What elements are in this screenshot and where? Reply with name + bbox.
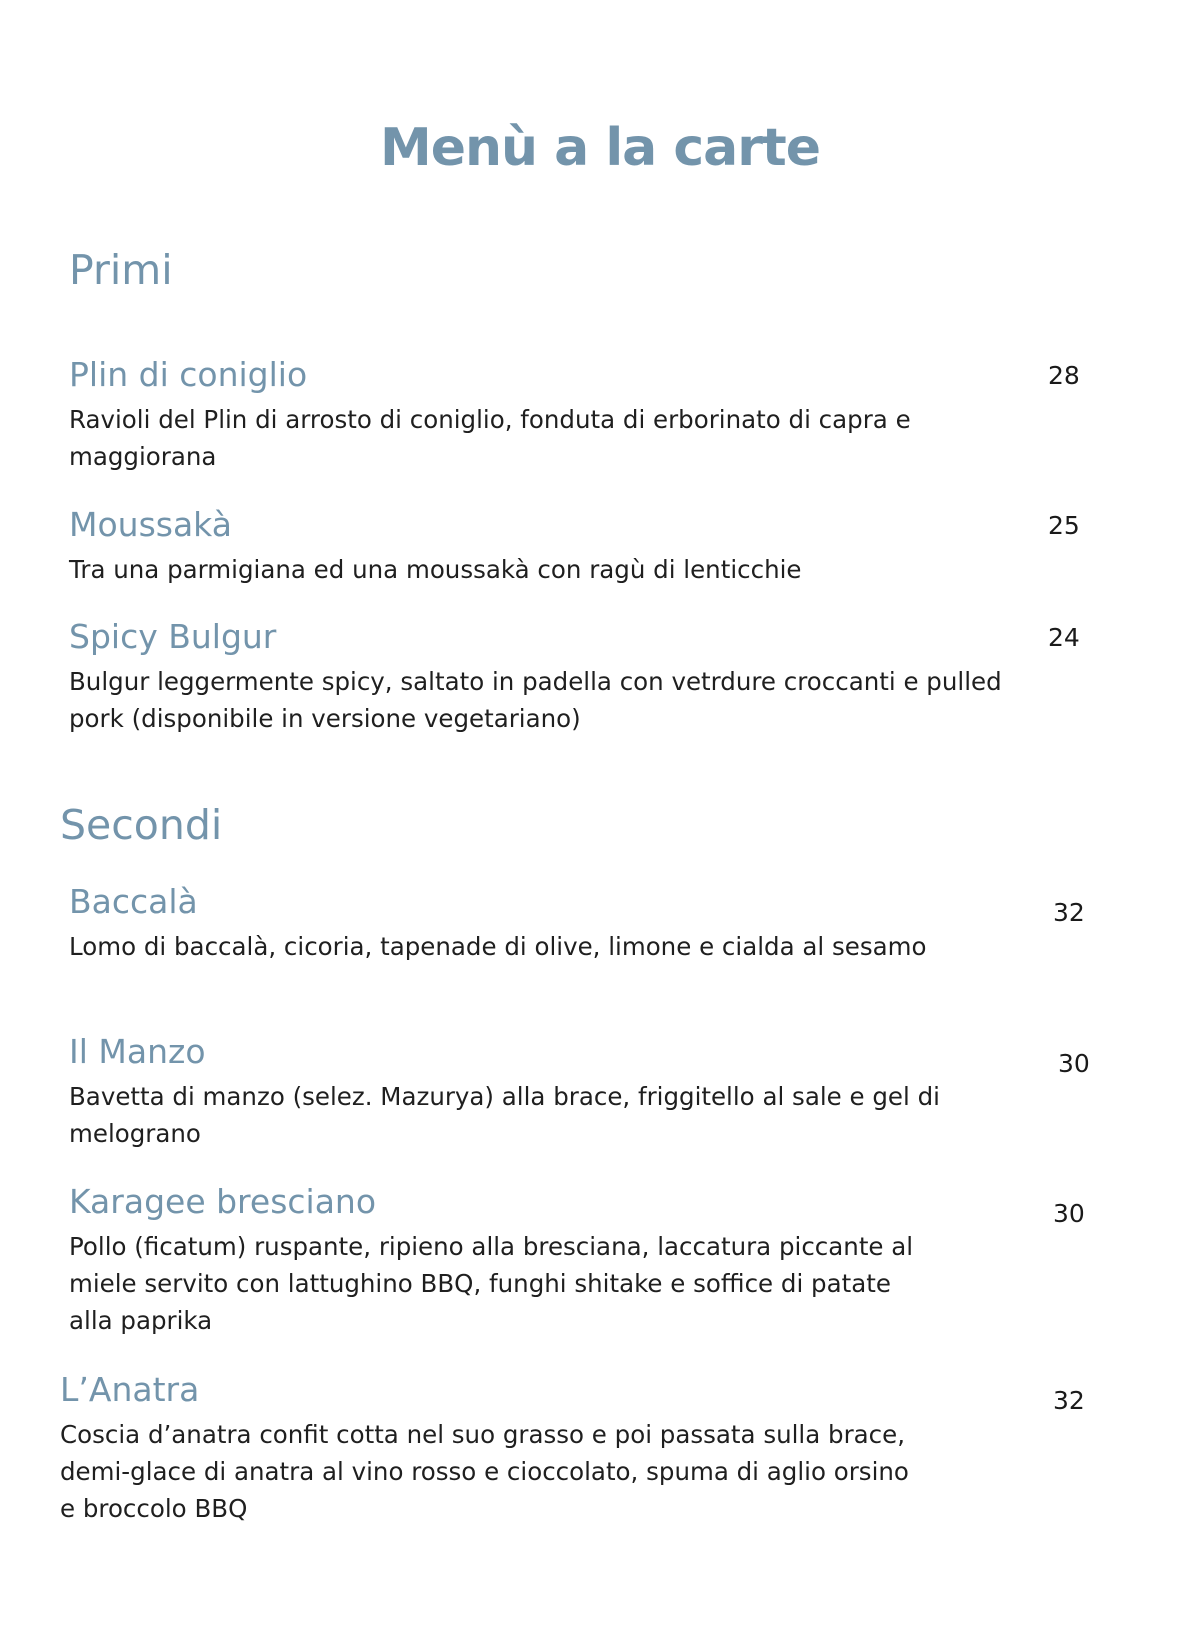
item-name: Karagee bresciano <box>69 1182 377 1221</box>
item-name: Baccalà <box>69 882 198 921</box>
item-name: L’Anatra <box>60 1370 200 1409</box>
item-description: Tra una parmigiana ed una moussakà con ragù di lenticchie <box>69 555 802 584</box>
item-description: Lomo di baccalà, cicoria, tapenade di olive, limone e cialda al sesamo <box>69 932 927 961</box>
item-name: Il Manzo <box>69 1032 206 1071</box>
item-description: Bavetta di manzo (selez. Mazurya) alla brace, friggitello al sale e gel di melograno <box>69 1082 940 1148</box>
section-title-secondi: Secondi <box>60 801 223 849</box>
item-price: 30 <box>1053 1199 1085 1228</box>
item-price: 32 <box>1053 1386 1085 1415</box>
item-description: Ravioli del Plin di arrosto di coniglio, fonduta di erborinato di capra e maggiorana <box>69 405 911 471</box>
item-description: Coscia d’anatra confit cotta nel suo grasso e poi passata sulla brace, demi-glace di anatra al vino rosso e cioccolato, spuma di aglio orsino e broccolo BBQ <box>60 1420 909 1523</box>
item-price: 32 <box>1053 898 1085 927</box>
item-price: 30 <box>1058 1049 1090 1078</box>
menu-title: Menù a la carte <box>379 118 821 178</box>
item-name: Moussakà <box>69 505 232 544</box>
item-price: 28 <box>1048 361 1080 390</box>
section-title-primi: Primi <box>69 246 173 294</box>
item-description: Pollo (ficatum) ruspante, ripieno alla bresciana, laccatura piccante al miele servito con lattughino BBQ, funghi shitake e soffice di patate alla paprika <box>69 1232 914 1335</box>
item-price: 25 <box>1048 511 1080 540</box>
item-name: Plin di coniglio <box>69 355 308 394</box>
item-description: Bulgur leggermente spicy, saltato in padella con vetrdure croccanti e pulled pork (disponibile in versione vegetariano) <box>69 667 1002 733</box>
item-price: 24 <box>1048 623 1080 652</box>
item-name: Spicy Bulgur <box>69 617 277 656</box>
